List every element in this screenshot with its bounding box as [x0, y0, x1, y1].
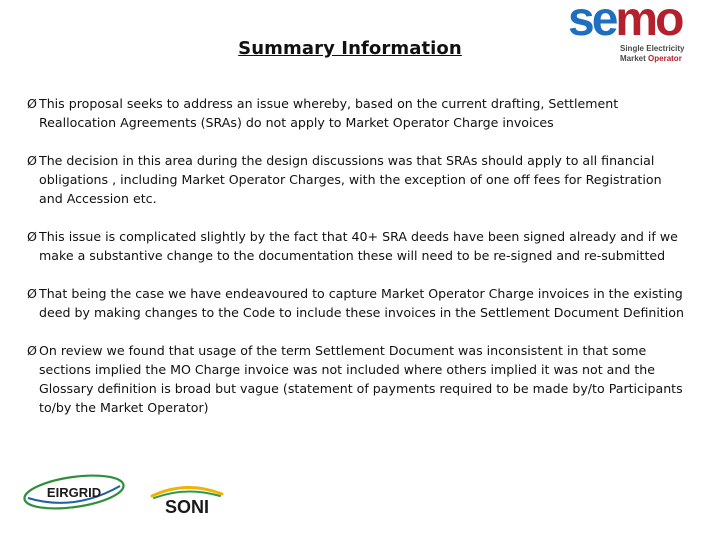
semo-letter-s: s — [568, 0, 592, 46]
soni-logo — [146, 482, 228, 516]
semo-wordmark — [568, 0, 681, 44]
arrow-bullet-icon: Ø — [27, 96, 37, 111]
bullet-text: On review we found that usage of the term Settlement Document was inconsistent in that some sections implied the MO Charge invoice was not included where others implied it was not and the Glossary definition is broad but vague (statement of payments required to be made by/to Participants to/by the Market Operator) — [39, 343, 683, 415]
bullet-item — [27, 94, 687, 132]
bullet-text: The decision in this area during the design discussions was that SRAs should apply to all financial obligations , including Market Operator Charges, with the exception of one off fees for Registration and Accession etc. — [39, 153, 662, 206]
soni-wordmark: SONI — [164, 497, 210, 516]
bullet-text: That being the case we have endeavoured to capture Market Operator Charge invoices in the existing deed by making changes to the Code to include these invoices in the Settlement Document Definition — [39, 286, 684, 320]
page-title: Summary Information — [238, 38, 462, 59]
semo-letter-m: m — [615, 0, 656, 46]
bullet-list — [27, 94, 687, 436]
bullet-item — [27, 227, 687, 265]
bullet-item — [27, 284, 687, 322]
arrow-bullet-icon: Ø — [27, 229, 37, 244]
bullet-text: This issue is complicated slightly by the fact that 40+ SRA deeds have been signed already and if we make a substantive change to the documentation these will need to be re-signed and re-submitted — [39, 229, 678, 263]
eirgrid-wordmark: EIRGRID — [46, 485, 102, 500]
semo-letter-o: o — [655, 0, 682, 46]
semo-tagline-operator: Operator — [648, 54, 682, 63]
bullet-item — [27, 151, 687, 208]
semo-tagline-market: Market — [620, 54, 649, 63]
arrow-bullet-icon: Ø — [27, 286, 37, 301]
semo-letter-e: e — [591, 0, 616, 46]
arrow-bullet-icon: Ø — [27, 153, 37, 168]
arrow-bullet-icon: Ø — [27, 343, 37, 358]
bullet-text: This proposal seeks to address an issue whereby, based on the current drafting, Settlement Reallocation Agreements (SRAs) do not apply to Market Operator Charge invoices — [39, 96, 619, 130]
semo-tagline-line2 — [620, 54, 682, 64]
semo-logo — [568, 0, 700, 66]
bullet-item — [27, 341, 687, 417]
semo-tagline-line1: Single Electricity — [620, 44, 685, 53]
eirgrid-logo — [22, 474, 126, 510]
